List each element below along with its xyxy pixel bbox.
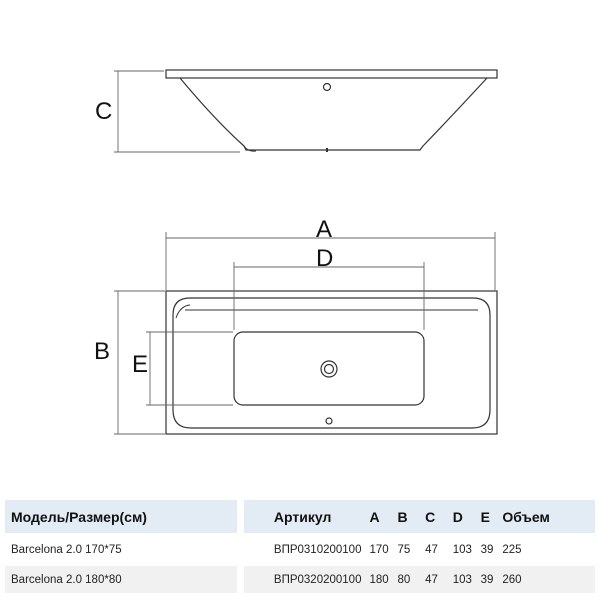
dimension-label-c: C: [95, 98, 113, 125]
dimension-label-b: B: [94, 338, 111, 365]
side-view-body: [180, 78, 487, 150]
cell-c: 47: [425, 543, 438, 556]
header-volume: Объем: [498, 500, 595, 533]
header-article: Артикул: [244, 500, 362, 533]
cell-article: ВПР0310200100: [273, 543, 362, 556]
header-a: A: [361, 500, 389, 533]
dimension-label-a: A: [316, 216, 333, 243]
side-view-overflow: [324, 84, 331, 91]
cell-b: 75: [397, 543, 411, 556]
dimension-c-lines: [114, 71, 240, 152]
header-model: Модель/Размер(см): [5, 500, 237, 533]
table-header-row: [5, 500, 595, 533]
top-view: [166, 291, 497, 434]
cell-model: Barcelona 2.0 170*75: [11, 543, 122, 556]
header-d: D: [445, 500, 475, 533]
cell-c: 47: [417, 566, 445, 593]
dimension-label-d: D: [316, 245, 334, 272]
top-view-drain-inner: [325, 365, 334, 374]
top-view-bottom-area: [234, 332, 424, 405]
cell-e: 39: [475, 566, 499, 593]
header-b: B: [389, 500, 417, 533]
cell-d: 103: [452, 543, 472, 556]
table-row: [5, 566, 595, 593]
cell-article: ВПР0320200100: [244, 566, 362, 593]
cell-volume: 260: [498, 566, 595, 593]
cell-model: Barcelona 2.0 180*80: [5, 566, 237, 593]
cell-volume: 225: [502, 543, 522, 556]
cell-a: 170: [369, 543, 389, 556]
cell-b: 80: [389, 566, 417, 593]
dimension-d-lines: [234, 262, 424, 330]
specification-table: [5, 497, 595, 596]
header-e: E: [475, 500, 499, 533]
cell-d: 103: [445, 566, 475, 593]
top-view-drain: [321, 361, 337, 377]
cell-e: 39: [480, 543, 494, 556]
side-view-rim: [166, 70, 497, 78]
header-c: C: [417, 500, 445, 533]
top-view-inner-basin: [173, 298, 490, 428]
dimension-e-lines: [146, 332, 233, 405]
side-view: [166, 70, 497, 152]
top-view-overflow: [326, 418, 332, 424]
dimension-label-e: E: [132, 351, 149, 378]
cell-a: 180: [361, 566, 389, 593]
table-row: [5, 536, 595, 563]
top-view-outer-rim: [166, 291, 497, 434]
top-view-headrest-ledge: [176, 305, 478, 318]
